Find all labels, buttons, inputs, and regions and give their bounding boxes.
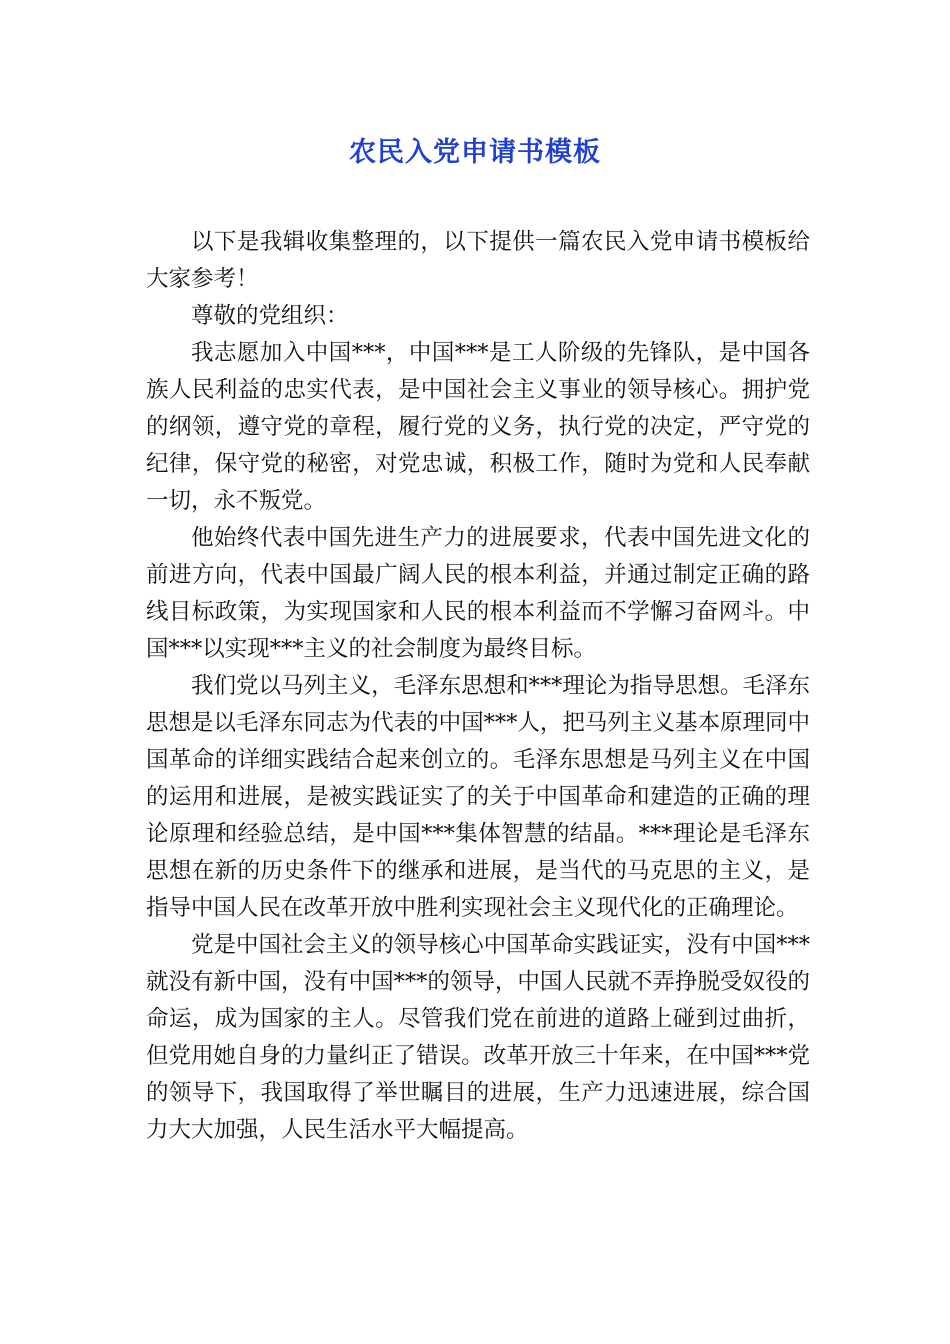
paragraph-intro: 以下是我辑收集整理的，以下提供一篇农民入党申请书模板给大家参考！	[146, 229, 810, 292]
paragraph-salutation: 尊敬的党组织：	[191, 303, 349, 329]
paragraph-pledge: 我志愿加入中国***，中国***是工人阶级的先锋队，是中国各族人民利益的忠实代表，是中国社会主义事业的领导核心。拥护党的纲领，遵守党的章程，履行党的义务，执行党的决定，严守党的纪律，保守党的秘密，对党忠诚，积极工作，随时为党和人民奉献一切，永不叛党。	[146, 340, 810, 514]
paragraph-representation: 他始终代表中国先进生产力的进展要求，代表中国先进文化的前进方向，代表中国最广阔人民的根本利益，并通过制定正确的路线目标政策，为实现国家和人民的根本利益而不学懈习奋网斗。中国***以实现***主义的社会制度为最终目标。	[146, 525, 810, 662]
document-title: 农民入党申请书模板	[349, 137, 601, 168]
paragraph-leadership: 党是中国社会主义的领导核心中国革命实践证实，没有中国***就没有新中国，没有中国***的领导，中国人民就不弄挣脱受奴役的命运，成为国家的主人。尽管我们党在前进的道路上碰到过曲折，但党用她自身的力量纠正了错误。改革开放三十年来，在中国***党的领导下，我国取得了举世瞩目的进展，生产力迅速进展，综合国力大大加强，人民生活水平大幅提高。	[146, 932, 810, 1143]
document-body	[146, 224, 810, 1149]
paragraph-guiding-thought: 我们党以马列主义，毛泽东思想和***理论为指导思想。毛泽东思想是以毛泽东同志为代表的中国***人，把马列主义基本原理同中国革命的详细实践结合起来创立的。毛泽东思想是马列主义在中国的运用和进展，是被实践证实了的关于中国革命和建造的正确的理论原理和经验总结，是中国***集体智慧的结晶。***理论是毛泽东思想在新的历史条件下的继承和进展，是当代的马克思的主义，是指导中国人民在改革开放中胜利实现社会主义现代化的正确理论。	[146, 673, 810, 921]
